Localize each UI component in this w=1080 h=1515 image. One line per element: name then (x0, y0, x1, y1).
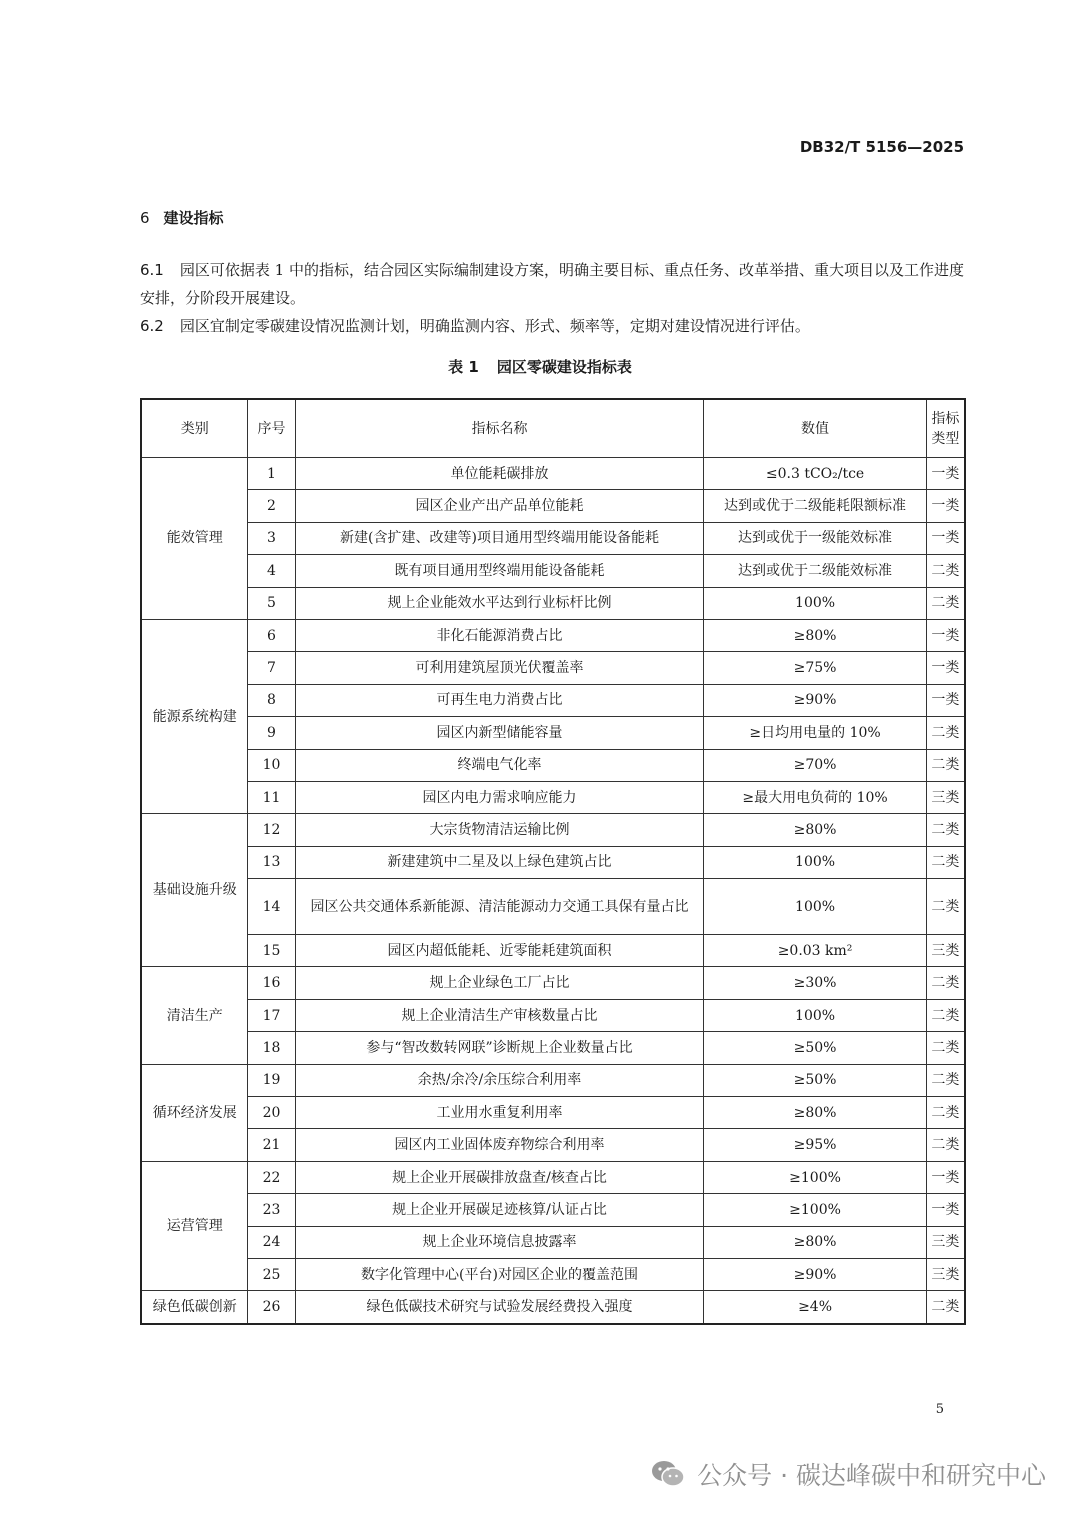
clause-6-1 (140, 256, 966, 312)
table-row (141, 999, 965, 1031)
document-code: DB32/T 5156—2025 (799, 138, 964, 156)
value-cell: ≥4% (704, 1291, 926, 1324)
clause-6-2 (140, 312, 966, 340)
category-cell: 绿色低碳创新 (141, 1291, 248, 1324)
value-cell: ≥100% (704, 1194, 926, 1226)
indicator-name-cell: 规上企业绿色工厂占比 (295, 967, 704, 999)
indicator-name-cell: 规上企业开展碳排放盘查/核查占比 (295, 1161, 704, 1193)
type-cell: 二类 (926, 879, 965, 935)
table-row (141, 555, 965, 587)
table-row (141, 619, 965, 651)
seq-cell: 6 (248, 619, 295, 651)
indicator-name-cell: 园区内新型储能容量 (295, 717, 704, 749)
type-cell: 一类 (926, 619, 965, 651)
value-cell: 100% (704, 587, 926, 619)
value-cell: ≥日均用电量的 10% (704, 717, 926, 749)
indicator-name-cell: 参与“智改数转网联”诊断规上企业数量占比 (295, 1032, 704, 1064)
value-cell: ≥90% (704, 684, 926, 716)
section-number: 6 (140, 209, 150, 227)
type-cell: 三类 (926, 935, 965, 967)
table-row (141, 1161, 965, 1193)
type-cell: 一类 (926, 1194, 965, 1226)
seq-cell: 21 (248, 1129, 295, 1161)
indicator-name-cell: 终端电气化率 (295, 749, 704, 781)
type-cell: 一类 (926, 490, 965, 522)
value-cell: 达到或优于二级能耗限额标准 (704, 490, 926, 522)
type-cell: 二类 (926, 1097, 965, 1129)
type-cell: 二类 (926, 846, 965, 878)
table-row (141, 1064, 965, 1096)
seq-cell: 23 (248, 1194, 295, 1226)
table-title: 园区零碳建设指标表 (496, 358, 632, 376)
seq-cell: 20 (248, 1097, 295, 1129)
indicator-name-cell: 工业用水重复利用率 (295, 1097, 704, 1129)
table-row (141, 879, 965, 935)
category-cell: 能效管理 (141, 458, 248, 620)
type-cell: 三类 (926, 781, 965, 813)
seq-cell: 15 (248, 935, 295, 967)
seq-cell: 18 (248, 1032, 295, 1064)
indicator-name-cell: 可利用建筑屋顶光伏覆盖率 (295, 652, 704, 684)
type-cell: 二类 (926, 717, 965, 749)
type-cell: 二类 (926, 749, 965, 781)
seq-cell: 16 (248, 967, 295, 999)
value-cell: ≥0.03 km² (704, 935, 926, 967)
value-cell: ≥80% (704, 1097, 926, 1129)
value-cell: ≥70% (704, 749, 926, 781)
indicator-name-cell: 园区内超低能耗、近零能耗建筑面积 (295, 935, 704, 967)
indicator-name-cell: 数字化管理中心(平台)对园区企业的覆盖范围 (295, 1258, 704, 1290)
indicator-name-cell: 新建(含扩建、改建等)项目通用型终端用能设备能耗 (295, 522, 704, 554)
watermark (651, 1456, 1046, 1492)
watermark-text: 公众号 · 碳达峰碳中和研究中心 (697, 1461, 1046, 1490)
indicator-name-cell: 园区企业产出产品单位能耗 (295, 490, 704, 522)
value-cell: ≥90% (704, 1258, 926, 1290)
type-cell: 二类 (926, 587, 965, 619)
value-cell: 达到或优于二级能效标准 (704, 555, 926, 587)
indicator-name-cell: 规上企业清洁生产审核数量占比 (295, 999, 704, 1031)
value-cell: 100% (704, 999, 926, 1031)
type-cell: 二类 (926, 999, 965, 1031)
table-row (141, 587, 965, 619)
table-row (141, 814, 965, 846)
value-cell: ≥最大用电负荷的 10% (704, 781, 926, 813)
type-cell: 二类 (926, 555, 965, 587)
type-cell: 三类 (926, 1258, 965, 1290)
table-row (141, 652, 965, 684)
seq-cell: 12 (248, 814, 295, 846)
type-cell: 一类 (926, 1161, 965, 1193)
type-cell: 二类 (926, 1032, 965, 1064)
table-number: 表 1 (448, 358, 479, 376)
clause-number: 6.1 (140, 261, 164, 279)
indicator-name-cell: 新建建筑中二星及以上绿色建筑占比 (295, 846, 704, 878)
value-cell: ≤0.3 tCO₂/tce (704, 458, 926, 490)
header-value: 数值 (704, 399, 926, 458)
indicator-name-cell: 园区内电力需求响应能力 (295, 781, 704, 813)
seq-cell: 17 (248, 999, 295, 1031)
table-row (141, 781, 965, 813)
clause-text: 园区宜制定零碳建设情况监测计划，明确监测内容、形式、频率等，定期对建设情况进行评估。 (179, 317, 810, 335)
wechat-icon (651, 1460, 685, 1488)
table-row (141, 522, 965, 554)
type-cell: 二类 (926, 1064, 965, 1096)
indicator-table (140, 398, 966, 1325)
seq-cell: 10 (248, 749, 295, 781)
clause-number: 6.2 (140, 317, 164, 335)
page-number: 5 (935, 1402, 944, 1417)
indicator-name-cell: 规上企业环境信息披露率 (295, 1226, 704, 1258)
table-row (141, 1097, 965, 1129)
indicator-name-cell: 单位能耗碳排放 (295, 458, 704, 490)
table-row (141, 846, 965, 878)
seq-cell: 4 (248, 555, 295, 587)
type-cell: 二类 (926, 1129, 965, 1161)
value-cell: ≥80% (704, 814, 926, 846)
seq-cell: 2 (248, 490, 295, 522)
value-cell: ≥80% (704, 1226, 926, 1258)
table-row (141, 967, 965, 999)
value-cell: ≥50% (704, 1064, 926, 1096)
category-cell: 运营管理 (141, 1161, 248, 1291)
header-category: 类别 (141, 399, 248, 458)
indicator-name-cell: 非化石能源消费占比 (295, 619, 704, 651)
indicator-name-cell: 园区公共交通体系新能源、清洁能源动力交通工具保有量占比 (295, 879, 704, 935)
value-cell: ≥80% (704, 619, 926, 651)
table-row (141, 684, 965, 716)
type-cell: 二类 (926, 814, 965, 846)
seq-cell: 26 (248, 1291, 295, 1324)
table-row (141, 1032, 965, 1064)
seq-cell: 24 (248, 1226, 295, 1258)
table-caption (0, 356, 1080, 377)
seq-cell: 5 (248, 587, 295, 619)
value-cell: ≥75% (704, 652, 926, 684)
indicator-name-cell: 规上企业能效水平达到行业标杆比例 (295, 587, 704, 619)
table-row (141, 1291, 965, 1324)
type-cell: 三类 (926, 1226, 965, 1258)
table-header-row (141, 399, 965, 458)
indicator-name-cell: 绿色低碳技术研究与试验发展经费投入强度 (295, 1291, 704, 1324)
indicator-name-cell: 规上企业开展碳足迹核算/认证占比 (295, 1194, 704, 1226)
table-row (141, 1194, 965, 1226)
table-row (141, 749, 965, 781)
value-cell: ≥30% (704, 967, 926, 999)
type-cell: 一类 (926, 522, 965, 554)
type-cell: 一类 (926, 652, 965, 684)
table-body (141, 458, 965, 1324)
type-cell: 一类 (926, 458, 965, 490)
seq-cell: 11 (248, 781, 295, 813)
table-row (141, 1226, 965, 1258)
seq-cell: 9 (248, 717, 295, 749)
category-cell: 能源系统构建 (141, 619, 248, 813)
indicator-name-cell: 既有项目通用型终端用能设备能耗 (295, 555, 704, 587)
type-cell: 二类 (926, 1291, 965, 1324)
type-cell: 二类 (926, 967, 965, 999)
value-cell: 达到或优于一级能效标准 (704, 522, 926, 554)
header-type: 指标类型 (926, 399, 965, 458)
table-row (141, 717, 965, 749)
category-cell: 循环经济发展 (141, 1064, 248, 1161)
clause-text: 园区可依据表 1 中的指标，结合园区实际编制建设方案，明确主要目标、重点任务、改革举措、重大项目以及工作进度安排，分阶段开展建设。 (140, 261, 964, 307)
header-seq: 序号 (248, 399, 295, 458)
seq-cell: 3 (248, 522, 295, 554)
seq-cell: 19 (248, 1064, 295, 1096)
indicator-name-cell: 园区内工业固体废弃物综合利用率 (295, 1129, 704, 1161)
seq-cell: 1 (248, 458, 295, 490)
category-cell: 清洁生产 (141, 967, 248, 1064)
indicator-name-cell: 余热/余冷/余压综合利用率 (295, 1064, 704, 1096)
table-row (141, 490, 965, 522)
table-row (141, 1258, 965, 1290)
value-cell: ≥95% (704, 1129, 926, 1161)
seq-cell: 22 (248, 1161, 295, 1193)
seq-cell: 25 (248, 1258, 295, 1290)
section-title: 建设指标 (163, 209, 224, 227)
seq-cell: 13 (248, 846, 295, 878)
value-cell: ≥50% (704, 1032, 926, 1064)
indicator-name-cell: 大宗货物清洁运输比例 (295, 814, 704, 846)
header-name: 指标名称 (295, 399, 704, 458)
category-cell: 基础设施升级 (141, 814, 248, 967)
table-row (141, 458, 965, 490)
type-cell: 一类 (926, 684, 965, 716)
value-cell: 100% (704, 879, 926, 935)
seq-cell: 7 (248, 652, 295, 684)
table-row (141, 935, 965, 967)
section-heading (140, 207, 224, 228)
seq-cell: 14 (248, 879, 295, 935)
value-cell: ≥100% (704, 1161, 926, 1193)
value-cell: 100% (704, 846, 926, 878)
table-row (141, 1129, 965, 1161)
indicator-name-cell: 可再生电力消费占比 (295, 684, 704, 716)
seq-cell: 8 (248, 684, 295, 716)
